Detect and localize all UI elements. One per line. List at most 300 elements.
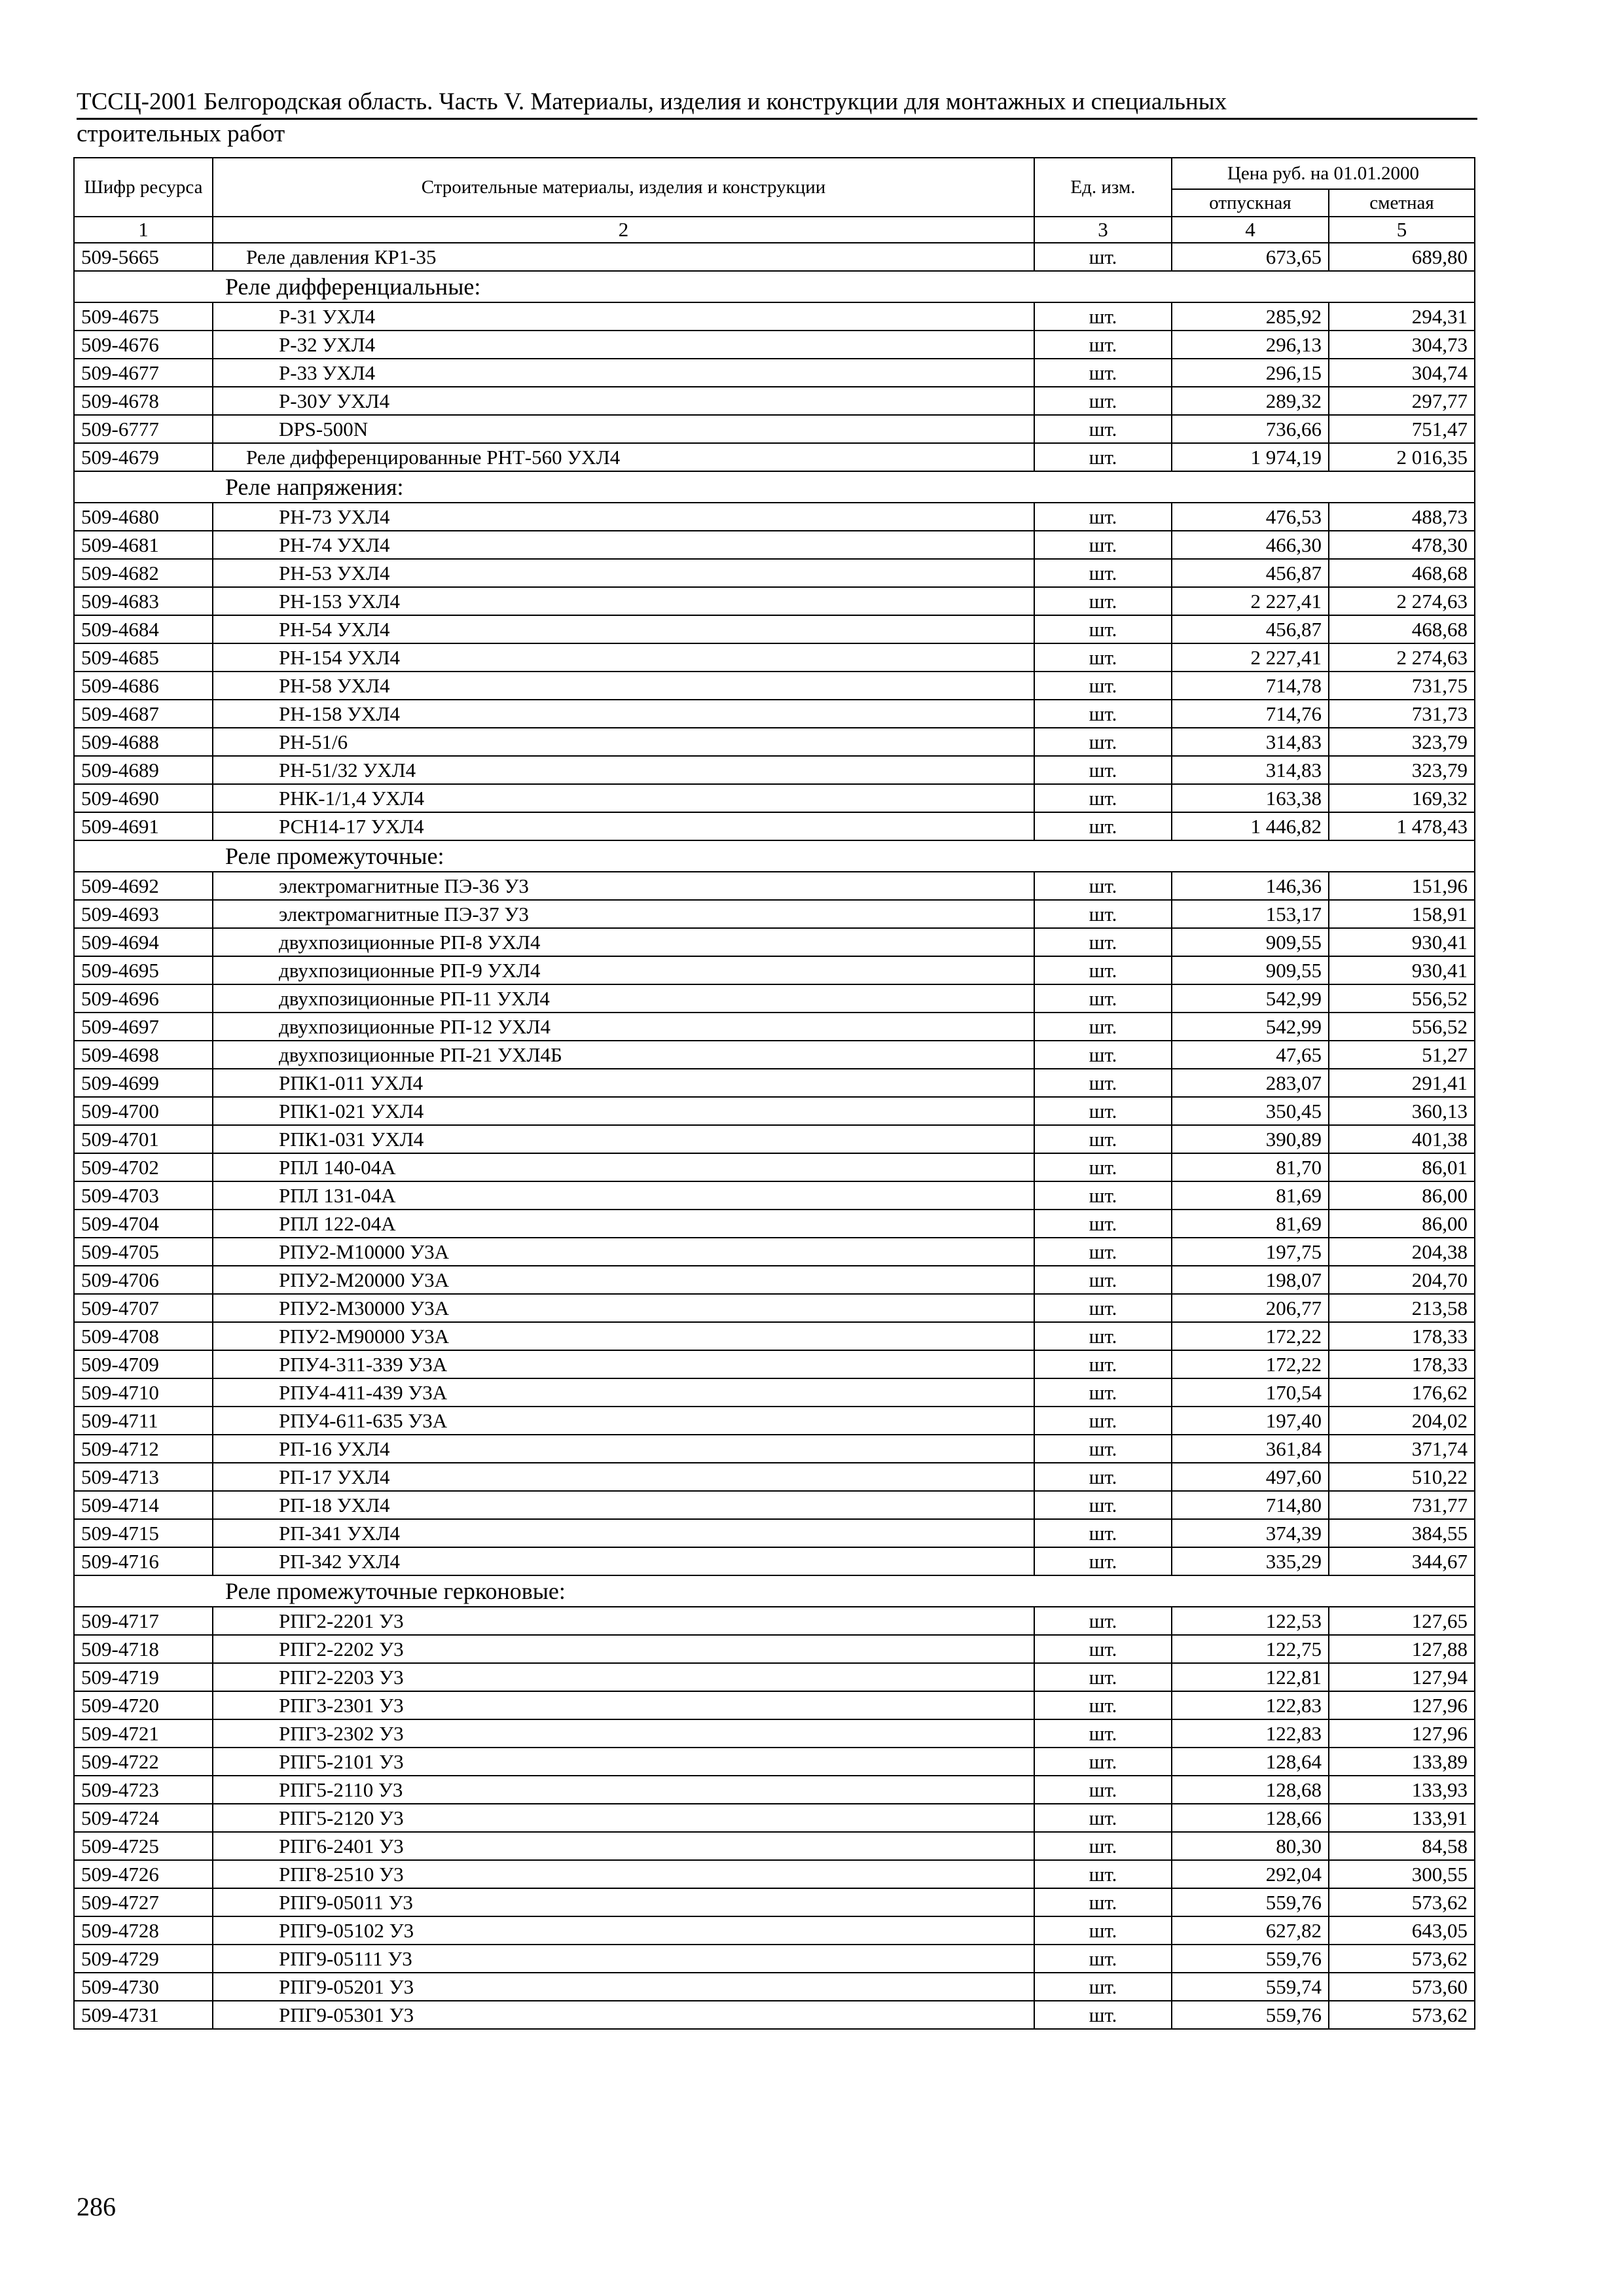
resource-code: 509-4710 xyxy=(74,1378,213,1407)
table-row xyxy=(74,1350,1475,1378)
table-row xyxy=(74,700,1475,728)
release-price: 559,74 xyxy=(1172,1973,1329,2001)
material-name: двухпозиционные РП-21 УХЛ4Б xyxy=(213,1041,1034,1069)
release-price: 909,55 xyxy=(1172,928,1329,956)
table-row xyxy=(74,900,1475,928)
section-row xyxy=(74,271,1475,302)
table-row xyxy=(74,1945,1475,1973)
estimate-price: 468,68 xyxy=(1329,559,1475,587)
table-row xyxy=(74,503,1475,531)
section-title: Реле промежуточные: xyxy=(74,840,1475,872)
table-row xyxy=(74,1125,1475,1153)
resource-code: 509-4729 xyxy=(74,1945,213,1973)
release-price: 128,66 xyxy=(1172,1804,1329,1832)
estimate-price: 86,01 xyxy=(1329,1153,1475,1181)
unit-cell: шт. xyxy=(1034,1916,1172,1945)
estimate-price: 731,73 xyxy=(1329,700,1475,728)
unit-cell: шт. xyxy=(1034,1832,1172,1860)
estimate-price: 297,77 xyxy=(1329,387,1475,415)
estimate-price: 127,96 xyxy=(1329,1719,1475,1748)
estimate-price: 304,74 xyxy=(1329,359,1475,387)
resource-code: 509-4695 xyxy=(74,956,213,984)
unit-cell: шт. xyxy=(1034,559,1172,587)
estimate-price: 573,62 xyxy=(1329,1888,1475,1916)
table-row xyxy=(74,359,1475,387)
table-row xyxy=(74,302,1475,331)
estimate-price: 488,73 xyxy=(1329,503,1475,531)
estimate-price: 401,38 xyxy=(1329,1125,1475,1153)
estimate-price: 127,96 xyxy=(1329,1691,1475,1719)
unit-cell: шт. xyxy=(1034,615,1172,643)
material-name: РН-58 УХЛ4 xyxy=(213,672,1034,700)
table-row xyxy=(74,587,1475,615)
resource-code: 509-4699 xyxy=(74,1069,213,1097)
material-name: РН-51/6 xyxy=(213,728,1034,756)
resource-code: 509-4685 xyxy=(74,643,213,672)
release-price: 146,36 xyxy=(1172,872,1329,900)
unit-cell: шт. xyxy=(1034,643,1172,672)
estimate-price: 384,55 xyxy=(1329,1519,1475,1547)
unit-cell: шт. xyxy=(1034,1097,1172,1125)
material-name: РПГ2-2202 У3 xyxy=(213,1635,1034,1663)
col-header-release-price: отпускная xyxy=(1172,189,1329,217)
unit-cell: шт. xyxy=(1034,672,1172,700)
material-name: РН-154 УХЛ4 xyxy=(213,643,1034,672)
table-row xyxy=(74,728,1475,756)
unit-cell: шт. xyxy=(1034,2001,1172,2029)
estimate-price: 751,47 xyxy=(1329,415,1475,443)
material-name: РПГ3-2302 У3 xyxy=(213,1719,1034,1748)
unit-cell: шт. xyxy=(1034,1748,1172,1776)
estimate-price: 204,02 xyxy=(1329,1407,1475,1435)
page-number: 286 xyxy=(77,2192,116,2221)
table-row xyxy=(74,559,1475,587)
table-header-row xyxy=(74,158,1475,189)
unit-cell: шт. xyxy=(1034,1547,1172,1575)
resource-code: 509-4678 xyxy=(74,387,213,415)
release-price: 476,53 xyxy=(1172,503,1329,531)
resource-code: 509-4681 xyxy=(74,531,213,559)
table-row xyxy=(74,415,1475,443)
material-name: РПУ2-М10000 У3А xyxy=(213,1238,1034,1266)
release-price: 81,69 xyxy=(1172,1181,1329,1210)
material-name: РН-153 УХЛ4 xyxy=(213,587,1034,615)
release-price: 1 974,19 xyxy=(1172,443,1329,471)
header-title-line2: строительных работ xyxy=(77,120,285,147)
release-price: 197,40 xyxy=(1172,1407,1329,1435)
material-name: РПГ2-2201 У3 xyxy=(213,1607,1034,1635)
table-row xyxy=(74,756,1475,784)
material-name: РПЛ 122-04А xyxy=(213,1210,1034,1238)
table-row xyxy=(74,1294,1475,1322)
release-price: 47,65 xyxy=(1172,1041,1329,1069)
resource-code: 509-6777 xyxy=(74,415,213,443)
release-price: 122,75 xyxy=(1172,1635,1329,1663)
table-row xyxy=(74,1013,1475,1041)
resource-code: 509-4702 xyxy=(74,1153,213,1181)
release-price: 350,45 xyxy=(1172,1097,1329,1125)
unit-cell: шт. xyxy=(1034,1519,1172,1547)
table-row xyxy=(74,1691,1475,1719)
resource-code: 509-4675 xyxy=(74,302,213,331)
resource-code: 509-4713 xyxy=(74,1463,213,1491)
resource-code: 509-4705 xyxy=(74,1238,213,1266)
page-header xyxy=(77,88,1477,149)
estimate-price: 176,62 xyxy=(1329,1378,1475,1407)
release-price: 122,83 xyxy=(1172,1691,1329,1719)
unit-cell: шт. xyxy=(1034,387,1172,415)
release-price: 292,04 xyxy=(1172,1860,1329,1888)
col-header-price: Цена руб. на 01.01.2000 xyxy=(1172,158,1475,189)
estimate-price: 86,00 xyxy=(1329,1210,1475,1238)
material-name: РПГ3-2301 У3 xyxy=(213,1691,1034,1719)
estimate-price: 127,94 xyxy=(1329,1663,1475,1691)
col-header-unit: Ед. изм. xyxy=(1034,158,1172,217)
resource-code: 509-4712 xyxy=(74,1435,213,1463)
unit-cell: шт. xyxy=(1034,1125,1172,1153)
estimate-price: 468,68 xyxy=(1329,615,1475,643)
release-price: 361,84 xyxy=(1172,1435,1329,1463)
unit-cell: шт. xyxy=(1034,1322,1172,1350)
release-price: 335,29 xyxy=(1172,1547,1329,1575)
resource-code: 509-4680 xyxy=(74,503,213,531)
material-name: РПУ4-411-439 У3А xyxy=(213,1378,1034,1407)
unit-cell: шт. xyxy=(1034,1266,1172,1294)
unit-cell: шт. xyxy=(1034,1719,1172,1748)
material-name: Р-33 УХЛ4 xyxy=(213,359,1034,387)
table-row xyxy=(74,1181,1475,1210)
table-row xyxy=(74,1378,1475,1407)
material-name: электромагнитные ПЭ-37 У3 xyxy=(213,900,1034,928)
table-row xyxy=(74,1916,1475,1945)
release-price: 122,83 xyxy=(1172,1719,1329,1748)
release-price: 456,87 xyxy=(1172,559,1329,587)
release-price: 128,68 xyxy=(1172,1776,1329,1804)
estimate-price: 478,30 xyxy=(1329,531,1475,559)
estimate-price: 930,41 xyxy=(1329,956,1475,984)
table-row xyxy=(74,1663,1475,1691)
estimate-price: 204,70 xyxy=(1329,1266,1475,1294)
release-price: 314,83 xyxy=(1172,756,1329,784)
unit-cell: шт. xyxy=(1034,1776,1172,1804)
table-row xyxy=(74,1463,1475,1491)
table-row xyxy=(74,1888,1475,1916)
resource-code: 509-4728 xyxy=(74,1916,213,1945)
estimate-price: 133,93 xyxy=(1329,1776,1475,1804)
release-price: 714,78 xyxy=(1172,672,1329,700)
material-name: РПГ9-05111 У3 xyxy=(213,1945,1034,1973)
material-name: РПГ9-05102 У3 xyxy=(213,1916,1034,1945)
table-row xyxy=(74,1041,1475,1069)
price-table xyxy=(73,157,1475,2030)
col-number: 1 xyxy=(74,217,213,243)
resource-code: 509-4714 xyxy=(74,1491,213,1519)
unit-cell: шт. xyxy=(1034,1860,1172,1888)
estimate-price: 291,41 xyxy=(1329,1069,1475,1097)
estimate-price: 2 274,63 xyxy=(1329,587,1475,615)
release-price: 122,53 xyxy=(1172,1607,1329,1635)
release-price: 542,99 xyxy=(1172,1013,1329,1041)
release-price: 128,64 xyxy=(1172,1748,1329,1776)
estimate-price: 133,89 xyxy=(1329,1748,1475,1776)
estimate-price: 84,58 xyxy=(1329,1832,1475,1860)
section-row xyxy=(74,1575,1475,1607)
resource-code: 509-5665 xyxy=(74,243,213,271)
material-name: электромагнитные ПЭ-36 У3 xyxy=(213,872,1034,900)
resource-code: 509-4715 xyxy=(74,1519,213,1547)
estimate-price: 556,52 xyxy=(1329,1013,1475,1041)
estimate-price: 304,73 xyxy=(1329,331,1475,359)
estimate-price: 86,00 xyxy=(1329,1181,1475,1210)
estimate-price: 556,52 xyxy=(1329,984,1475,1013)
table-row xyxy=(74,387,1475,415)
unit-cell: шт. xyxy=(1034,1435,1172,1463)
table-row xyxy=(74,1519,1475,1547)
resource-code: 509-4722 xyxy=(74,1748,213,1776)
material-name: РПЛ 140-04А xyxy=(213,1153,1034,1181)
material-name: РПГ9-05301 У3 xyxy=(213,2001,1034,2029)
estimate-price: 573,62 xyxy=(1329,2001,1475,2029)
col-header-code: Шифр ресурса xyxy=(74,158,213,217)
resource-code: 509-4683 xyxy=(74,587,213,615)
resource-code: 509-4723 xyxy=(74,1776,213,1804)
release-price: 2 227,41 xyxy=(1172,587,1329,615)
unit-cell: шт. xyxy=(1034,1635,1172,1663)
table-row xyxy=(74,1069,1475,1097)
material-name: РПГ6-2401 У3 xyxy=(213,1832,1034,1860)
col-number: 2 xyxy=(213,217,1034,243)
table-row xyxy=(74,1491,1475,1519)
material-name: РПУ2-М20000 У3А xyxy=(213,1266,1034,1294)
estimate-price: 133,91 xyxy=(1329,1804,1475,1832)
resource-code: 509-4725 xyxy=(74,1832,213,1860)
release-price: 497,60 xyxy=(1172,1463,1329,1491)
release-price: 81,70 xyxy=(1172,1153,1329,1181)
col-number: 4 xyxy=(1172,217,1329,243)
material-name: РПК1-011 УХЛ4 xyxy=(213,1069,1034,1097)
unit-cell: шт. xyxy=(1034,1210,1172,1238)
unit-cell: шт. xyxy=(1034,1350,1172,1378)
unit-cell: шт. xyxy=(1034,756,1172,784)
resource-code: 509-4688 xyxy=(74,728,213,756)
release-price: 673,65 xyxy=(1172,243,1329,271)
unit-cell: шт. xyxy=(1034,302,1172,331)
table-row xyxy=(74,1804,1475,1832)
release-price: 374,39 xyxy=(1172,1519,1329,1547)
table-row xyxy=(74,984,1475,1013)
release-price: 559,76 xyxy=(1172,1945,1329,1973)
resource-code: 509-4730 xyxy=(74,1973,213,2001)
release-price: 542,99 xyxy=(1172,984,1329,1013)
table-row xyxy=(74,1322,1475,1350)
estimate-price: 371,74 xyxy=(1329,1435,1475,1463)
unit-cell: шт. xyxy=(1034,728,1172,756)
table-row xyxy=(74,812,1475,840)
table-row xyxy=(74,1832,1475,1860)
resource-code: 509-4697 xyxy=(74,1013,213,1041)
header-title-line1: ТССЦ-2001 Белгородская область. Часть V. Материалы, изделия и конструкции для монтажных и специальных xyxy=(77,88,1477,120)
section-title: Реле напряжения: xyxy=(74,471,1475,503)
resource-code: 509-4721 xyxy=(74,1719,213,1748)
estimate-price: 510,22 xyxy=(1329,1463,1475,1491)
estimate-price: 1 478,43 xyxy=(1329,812,1475,840)
release-price: 289,32 xyxy=(1172,387,1329,415)
material-name: двухпозиционные РП-12 УХЛ4 xyxy=(213,1013,1034,1041)
release-price: 172,22 xyxy=(1172,1350,1329,1378)
unit-cell: шт. xyxy=(1034,1973,1172,2001)
resource-code: 509-4719 xyxy=(74,1663,213,1691)
resource-code: 509-4676 xyxy=(74,331,213,359)
release-price: 1 446,82 xyxy=(1172,812,1329,840)
table-row xyxy=(74,1748,1475,1776)
column-number-row xyxy=(74,217,1475,243)
resource-code: 509-4701 xyxy=(74,1125,213,1153)
resource-code: 509-4709 xyxy=(74,1350,213,1378)
estimate-price: 573,60 xyxy=(1329,1973,1475,2001)
estimate-price: 344,67 xyxy=(1329,1547,1475,1575)
resource-code: 509-4703 xyxy=(74,1181,213,1210)
resource-code: 509-4677 xyxy=(74,359,213,387)
material-name: РНК-1/1,4 УХЛ4 xyxy=(213,784,1034,812)
resource-code: 509-4692 xyxy=(74,872,213,900)
unit-cell: шт. xyxy=(1034,1663,1172,1691)
material-name: Р-32 УХЛ4 xyxy=(213,331,1034,359)
table-row xyxy=(74,615,1475,643)
unit-cell: шт. xyxy=(1034,984,1172,1013)
estimate-price: 643,05 xyxy=(1329,1916,1475,1945)
estimate-price: 127,88 xyxy=(1329,1635,1475,1663)
material-name: РН-53 УХЛ4 xyxy=(213,559,1034,587)
resource-code: 509-4724 xyxy=(74,1804,213,1832)
material-name: двухпозиционные РП-8 УХЛ4 xyxy=(213,928,1034,956)
unit-cell: шт. xyxy=(1034,900,1172,928)
resource-code: 509-4720 xyxy=(74,1691,213,1719)
resource-code: 509-4727 xyxy=(74,1888,213,1916)
section-row xyxy=(74,840,1475,872)
material-name: РПУ2-М30000 У3А xyxy=(213,1294,1034,1322)
release-price: 627,82 xyxy=(1172,1916,1329,1945)
release-price: 2 227,41 xyxy=(1172,643,1329,672)
material-name: двухпозиционные РП-11 УХЛ4 xyxy=(213,984,1034,1013)
estimate-price: 127,65 xyxy=(1329,1607,1475,1635)
material-name: РПГ2-2203 У3 xyxy=(213,1663,1034,1691)
resource-code: 509-4717 xyxy=(74,1607,213,1635)
material-name: Реле давления КР1-35 xyxy=(213,243,1034,271)
material-name: РПУ4-311-339 У3А xyxy=(213,1350,1034,1378)
material-name: РП-342 УХЛ4 xyxy=(213,1547,1034,1575)
unit-cell: шт. xyxy=(1034,1378,1172,1407)
material-name: РПГ5-2101 У3 xyxy=(213,1748,1034,1776)
release-price: 559,76 xyxy=(1172,1888,1329,1916)
table-body xyxy=(74,243,1475,2029)
section-title: Реле дифференциальные: xyxy=(74,271,1475,302)
unit-cell: шт. xyxy=(1034,872,1172,900)
release-price: 296,13 xyxy=(1172,331,1329,359)
release-price: 285,92 xyxy=(1172,302,1329,331)
material-name: РП-16 УХЛ4 xyxy=(213,1435,1034,1463)
resource-code: 509-4691 xyxy=(74,812,213,840)
resource-code: 509-4707 xyxy=(74,1294,213,1322)
release-price: 198,07 xyxy=(1172,1266,1329,1294)
unit-cell: шт. xyxy=(1034,1181,1172,1210)
table-row xyxy=(74,531,1475,559)
estimate-price: 151,96 xyxy=(1329,872,1475,900)
resource-code: 509-4706 xyxy=(74,1266,213,1294)
unit-cell: шт. xyxy=(1034,503,1172,531)
release-price: 559,76 xyxy=(1172,2001,1329,2029)
table-row xyxy=(74,1153,1475,1181)
release-price: 122,81 xyxy=(1172,1663,1329,1691)
unit-cell: шт. xyxy=(1034,1607,1172,1635)
material-name: РПГ5-2120 У3 xyxy=(213,1804,1034,1832)
estimate-price: 158,91 xyxy=(1329,900,1475,928)
unit-cell: шт. xyxy=(1034,587,1172,615)
material-name: РПГ5-2110 У3 xyxy=(213,1776,1034,1804)
release-price: 197,75 xyxy=(1172,1238,1329,1266)
unit-cell: шт. xyxy=(1034,812,1172,840)
unit-cell: шт. xyxy=(1034,956,1172,984)
estimate-price: 294,31 xyxy=(1329,302,1475,331)
table-row xyxy=(74,331,1475,359)
resource-code: 509-4698 xyxy=(74,1041,213,1069)
release-price: 153,17 xyxy=(1172,900,1329,928)
col-header-estimate-price: сметная xyxy=(1329,189,1475,217)
unit-cell: шт. xyxy=(1034,243,1172,271)
release-price: 296,15 xyxy=(1172,359,1329,387)
unit-cell: шт. xyxy=(1034,1294,1172,1322)
release-price: 81,69 xyxy=(1172,1210,1329,1238)
estimate-price: 323,79 xyxy=(1329,728,1475,756)
estimate-price: 360,13 xyxy=(1329,1097,1475,1125)
resource-code: 509-4726 xyxy=(74,1860,213,1888)
resource-code: 509-4684 xyxy=(74,615,213,643)
material-name: двухпозиционные РП-9 УХЛ4 xyxy=(213,956,1034,984)
material-name: РПГ8-2510 У3 xyxy=(213,1860,1034,1888)
material-name: РПГ9-05201 У3 xyxy=(213,1973,1034,2001)
unit-cell: шт. xyxy=(1034,1041,1172,1069)
resource-code: 509-4708 xyxy=(74,1322,213,1350)
estimate-price: 2 274,63 xyxy=(1329,643,1475,672)
material-name: Р-30У УХЛ4 xyxy=(213,387,1034,415)
resource-code: 509-4686 xyxy=(74,672,213,700)
unit-cell: шт. xyxy=(1034,1407,1172,1435)
material-name: Р-31 УХЛ4 xyxy=(213,302,1034,331)
resource-code: 509-4704 xyxy=(74,1210,213,1238)
release-price: 80,30 xyxy=(1172,1832,1329,1860)
table-row xyxy=(74,928,1475,956)
section-row xyxy=(74,471,1475,503)
estimate-price: 169,32 xyxy=(1329,784,1475,812)
table-row xyxy=(74,784,1475,812)
table-row xyxy=(74,1719,1475,1748)
estimate-price: 178,33 xyxy=(1329,1350,1475,1378)
col-number: 3 xyxy=(1034,217,1172,243)
unit-cell: шт. xyxy=(1034,1491,1172,1519)
estimate-price: 573,62 xyxy=(1329,1945,1475,1973)
table-row xyxy=(74,1266,1475,1294)
release-price: 172,22 xyxy=(1172,1322,1329,1350)
material-name: РН-54 УХЛ4 xyxy=(213,615,1034,643)
estimate-price: 930,41 xyxy=(1329,928,1475,956)
unit-cell: шт. xyxy=(1034,1945,1172,1973)
table-row xyxy=(74,672,1475,700)
estimate-price: 213,58 xyxy=(1329,1294,1475,1322)
table-row xyxy=(74,1776,1475,1804)
table-row xyxy=(74,1435,1475,1463)
material-name: DPS-500N xyxy=(213,415,1034,443)
release-price: 163,38 xyxy=(1172,784,1329,812)
unit-cell: шт. xyxy=(1034,1691,1172,1719)
